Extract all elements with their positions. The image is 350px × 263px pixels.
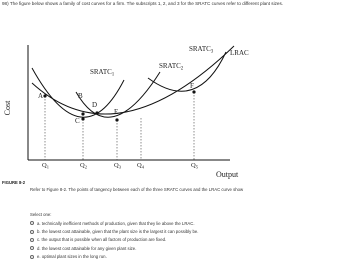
point-f-label: F [190,82,194,90]
y-axis-label: Cost [3,100,12,116]
option-c[interactable] [30,236,199,244]
lrac-label: LRAC [230,49,249,57]
option-d[interactable] [30,244,199,252]
option-b-letter: b. [37,229,41,235]
point-d-label: D [92,101,98,109]
x-tick-q1: $Q_1$ [42,162,49,170]
point-d-dot [95,111,98,114]
option-b[interactable] [30,227,199,235]
point-e-dot [115,118,118,121]
x-axis-label: Output [216,170,239,179]
option-e[interactable] [30,253,199,261]
point-b-dot [81,112,84,115]
radio-e[interactable] [30,255,34,259]
lrac-curve [32,46,234,114]
question-prompt: Refer to Figure 8-2. The points of tangency between each of the three SRATC curves and the LRAC curve show [30,187,244,192]
x-tick-q2: $Q_2$ [80,162,87,170]
answer-options [30,219,199,261]
point-f-dot [192,90,195,93]
option-c-text: the output that is possible when all factors of production are fixed. [41,237,167,243]
question-header: 98) The figure below shows a family of cost curves for a firm. The subscripts 1, 2, and 3 for the SRATC curves refer to different plant sizes. [2,1,284,6]
point-a-dot [43,94,46,97]
option-a-letter: a. [37,220,41,226]
radio-c[interactable] [30,238,34,242]
option-e-letter: e. [37,254,41,260]
option-a-text: technically inefficient methods of production, given that they lie above the LRAC. [41,220,195,226]
option-e-text: optimal plant sizes in the long run. [41,254,107,260]
sratc3-label: $SRATC_3$ [189,45,214,55]
figure-caption: FIGURE 8-2 [2,180,26,185]
radio-d[interactable] [30,246,34,250]
option-d-text: the lowest cost attainable for any given plant size. [41,245,137,251]
x-tick-q3: $Q_3$ [114,162,121,170]
option-a[interactable] [30,219,199,227]
point-c-dot [81,117,84,120]
x-tick-q4: $Q_4$ [137,162,144,170]
select-one-label: Select one: [30,212,52,217]
point-c-label: C [75,117,80,125]
radio-b[interactable] [30,230,34,234]
x-tick-q5: $Q_5$ [191,162,198,170]
point-a-label: A [38,92,44,100]
sratc2-label: $SRATC_2$ [159,62,184,72]
sratc1-label: $SRATC_1$ [90,68,115,78]
option-d-letter: d. [37,245,41,251]
point-b-label: B [78,92,83,100]
option-c-letter: c. [37,237,41,243]
option-b-text: the lowest cost attainable, given that the plant size is the largest it can possibly be. [41,229,199,235]
point-e-label: E [114,108,119,116]
radio-a[interactable] [30,221,34,225]
